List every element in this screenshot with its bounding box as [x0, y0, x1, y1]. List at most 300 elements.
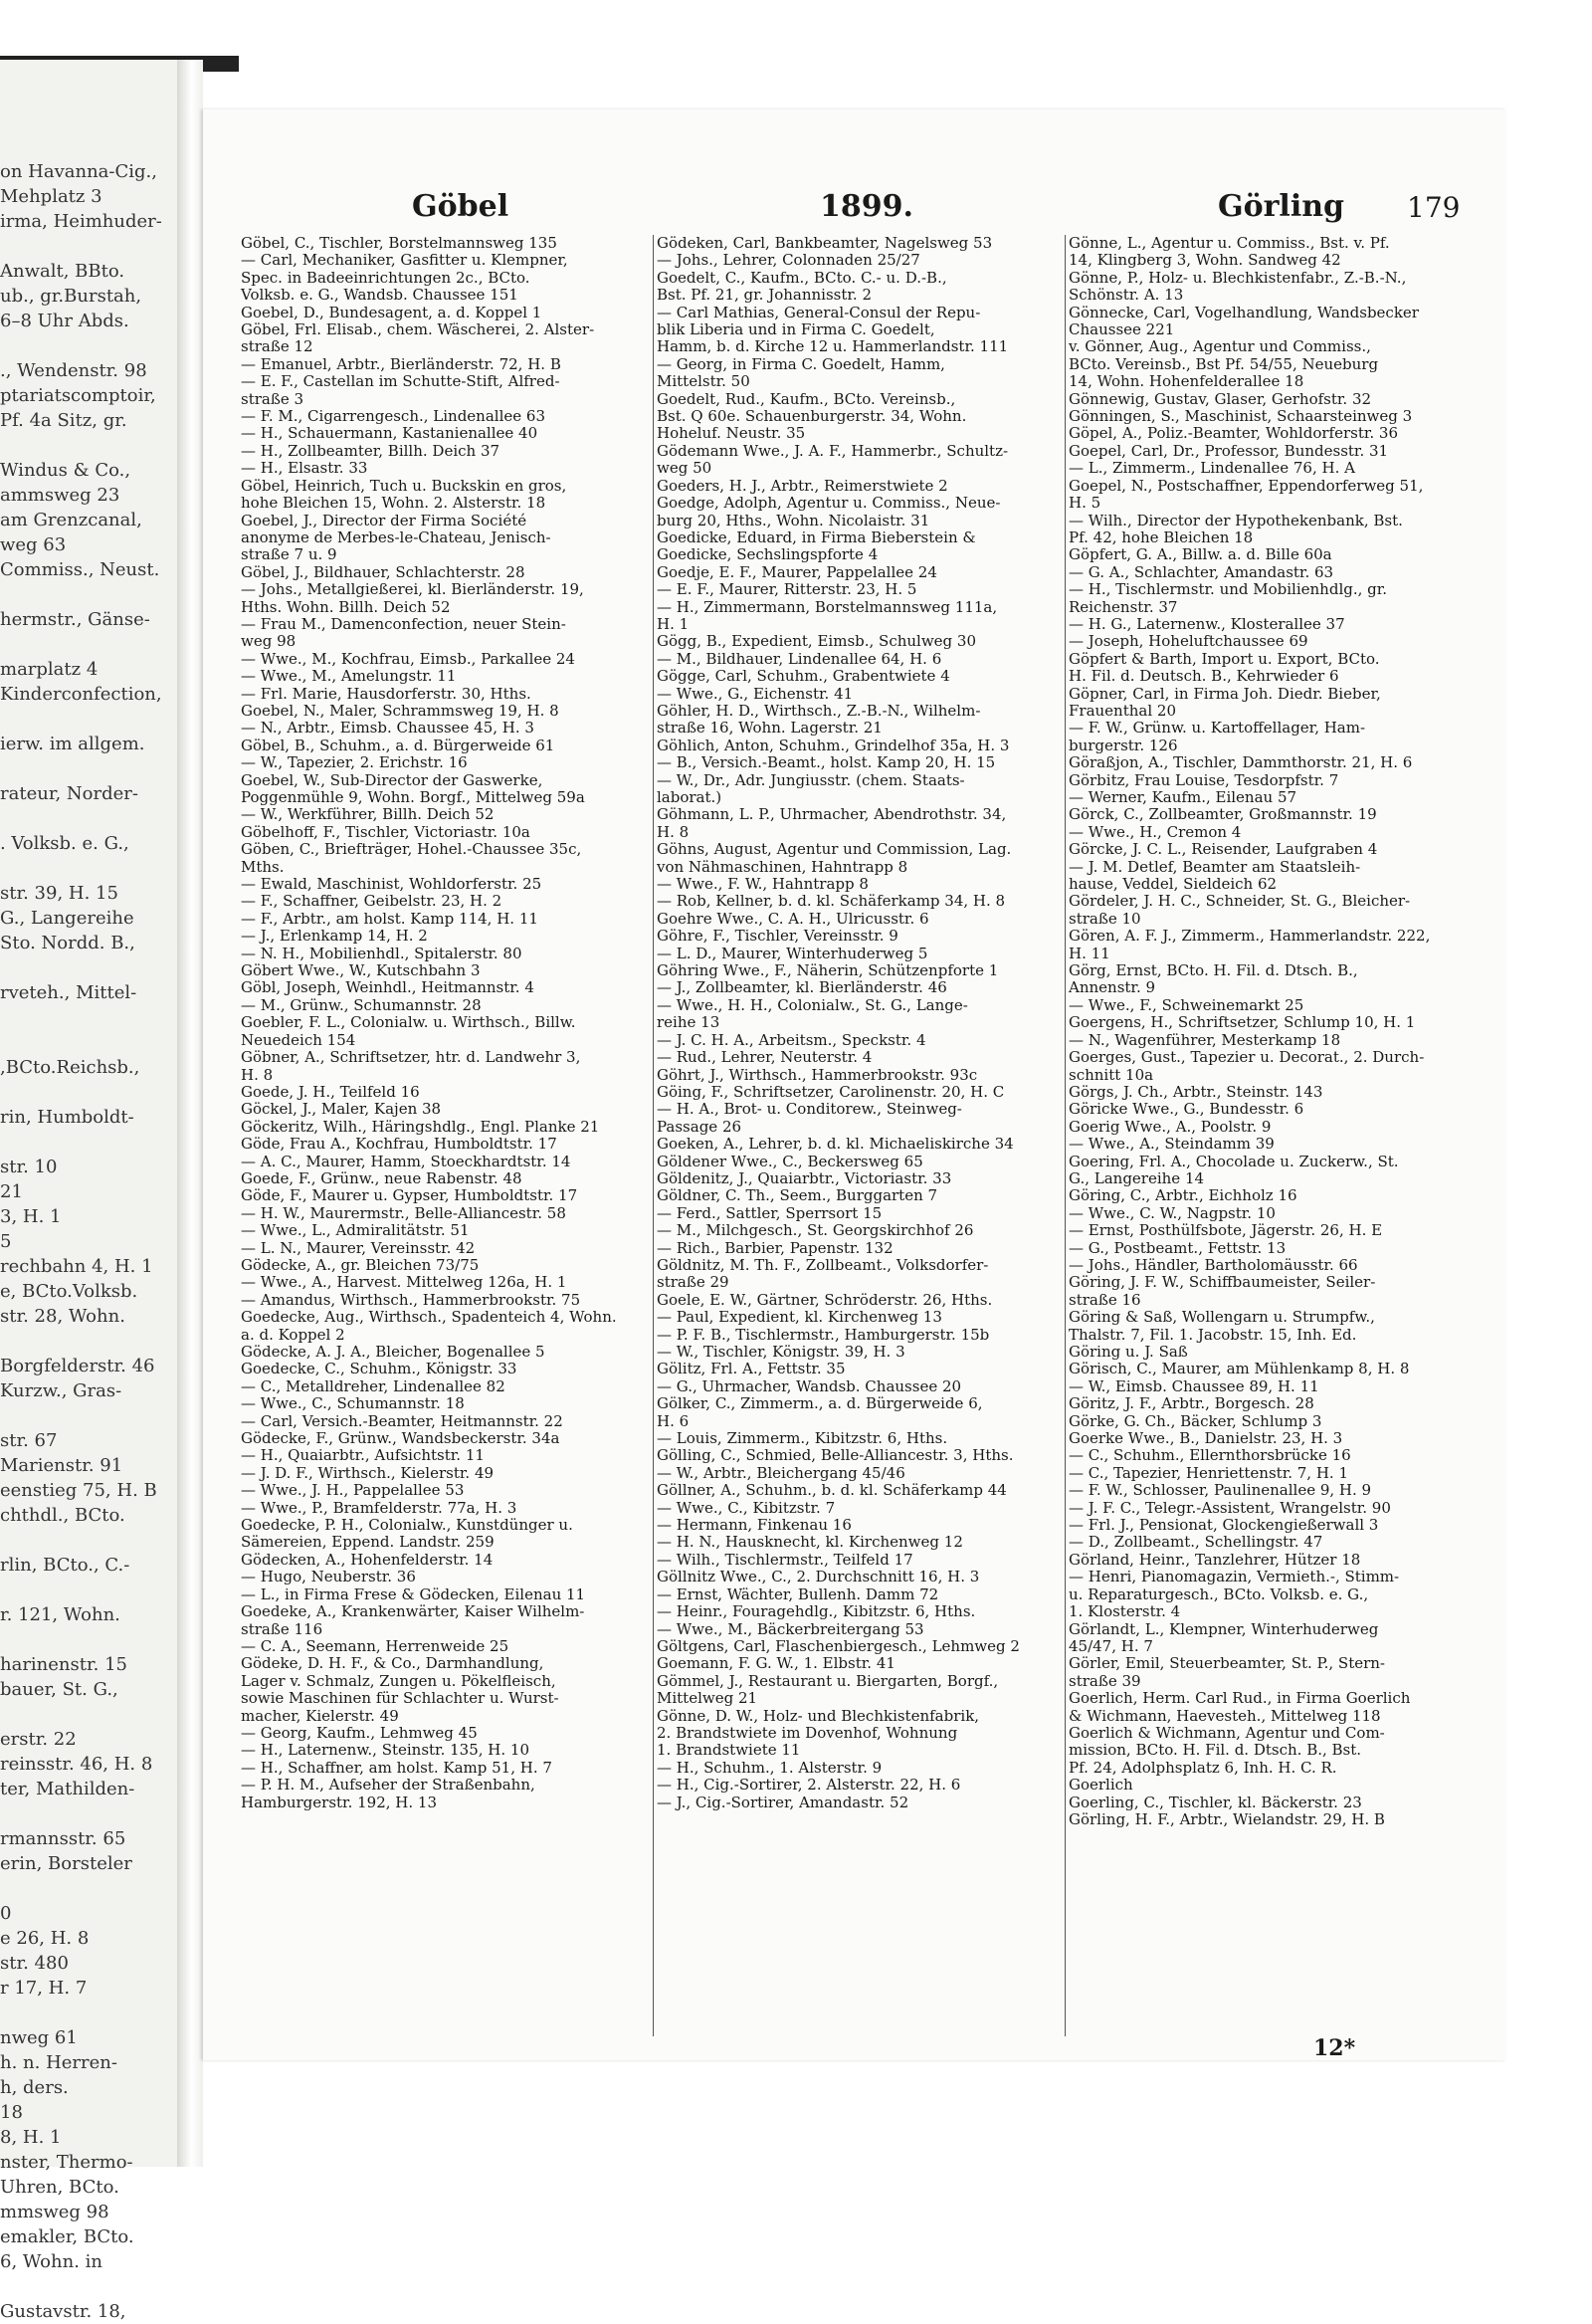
directory-entry-line: — Wwe., A., Steindamm 39: [1069, 1135, 1275, 1154]
directory-entry-line: Gögge, Carl, Schuhm., Grabentwiete 4: [657, 667, 950, 686]
left-page-line: Sto. Nordd. B.,: [0, 933, 135, 953]
directory-entry-line: 14, Wohn. Hohenfelderallee 18: [1069, 372, 1304, 391]
directory-entry-line: Sämereien, Eppend. Landstr. 259: [241, 1533, 495, 1552]
directory-entry-line: Goepel, Carl, Dr., Professor, Bundesstr. 31: [1069, 441, 1389, 460]
directory-entry-line: Goerke Wwe., B., Danielstr. 23, H. 3: [1069, 1429, 1343, 1448]
directory-entry-line: Thalstr. 7, Fil. 1. Jacobstr. 15, Inh. Ed.: [1069, 1325, 1357, 1344]
directory-entry-line: Gödecke, A. J. A., Bleicher, Bogenallee 5: [241, 1343, 545, 1361]
directory-entry-line: — Rud., Lehrer, Neuterstr. 4: [657, 1048, 873, 1067]
left-page-line: 6–8 Uhr Abds.: [0, 311, 129, 331]
directory-entry-line: Göbert Wwe., W., Kutschbahn 3: [241, 961, 481, 980]
directory-entry-line: — C., Schuhm., Ellernthorsbrücke 16: [1069, 1446, 1351, 1465]
left-page-line: ., Wendenstr. 98: [0, 360, 147, 381]
directory-entry-line: schnitt 10a: [1069, 1065, 1154, 1084]
directory-entry-line: Göhring Wwe., F., Näherin, Schützenpforte 1: [657, 961, 999, 980]
directory-entry-line: Göhns, August, Agentur und Commission, Lag.: [657, 840, 1012, 859]
directory-entry-line: Gönne, D. W., Holz- und Blechkistenfabrik,: [657, 1706, 980, 1725]
directory-entry-line: Mittelstr. 50: [657, 372, 750, 391]
directory-entry-line: Goerling, C., Tischler, kl. Bäckerstr. 23: [1069, 1793, 1362, 1811]
directory-entry-line: Goedicke, Sechslingspforte 4: [657, 545, 879, 564]
directory-entry-line: — W., Werkführer, Billh. Deich 52: [241, 805, 495, 824]
directory-entry-line: — Frau M., Damenconfection, neuer Stein-: [241, 614, 566, 633]
directory-entry-line: — F. W., Schlosser, Paulinenallee 9, H. 9: [1069, 1481, 1372, 1500]
directory-entry-line: — Johs., Lehrer, Colonnaden 25/27: [657, 251, 920, 270]
directory-entry-line: Goeken, A., Lehrer, b. d. kl. Michaeliskirche 34: [657, 1135, 1014, 1154]
directory-entry-line: Göbelhoff, F., Tischler, Victoriastr. 10a: [241, 822, 530, 841]
directory-entry-line: — H., Zimmermann, Borstelmannsweg 111a,: [657, 597, 998, 616]
directory-entry-line: Neuedeich 154: [241, 1030, 356, 1049]
directory-entry-line: — J., Zollbeamter, kl. Bierländerstr. 46: [657, 978, 947, 997]
directory-entry-line: Görgs, J. Ch., Arbtr., Steinstr. 143: [1069, 1082, 1323, 1101]
directory-entry-line: — Carl Mathias, General-Consul der Repu-: [657, 303, 981, 321]
directory-entry-line: Göing, F., Schriftsetzer, Carolinenstr. 20, H. C: [657, 1082, 1005, 1101]
directory-entry-line: Görland, Heinr., Tanzlehrer, Hützer 18: [1069, 1550, 1361, 1569]
directory-entry-line: Goedecke, C., Schuhm., Königstr. 33: [241, 1360, 517, 1378]
directory-entry-line: Göhlich, Anton, Schuhm., Grindelhof 35a, H. 3: [657, 736, 1010, 754]
directory-entry-line: Hoheluf. Neustr. 35: [657, 424, 806, 443]
directory-entry-line: — W., Tischler, Königstr. 39, H. 3: [657, 1343, 905, 1361]
directory-entry-line: — M., Milchgesch., St. Georgskirchhof 26: [657, 1221, 974, 1240]
directory-entry-line: straße 16, Wohn. Lagerstr. 21: [657, 719, 883, 738]
left-page-line: Pf. 4a Sitz, gr.: [0, 410, 127, 431]
signature-mark: 12*: [1313, 2035, 1356, 2061]
directory-entry-line: Göldner, C. Th., Seem., Burggarten 7: [657, 1186, 938, 1205]
directory-entry-line: — Carl, Mechaniker, Gasfitter u. Klempner,: [241, 251, 568, 270]
directory-entry-line: Goebler, F. L., Colonialw. u. Wirthsch., Billw.: [241, 1013, 576, 1032]
left-page-line: 5: [0, 1231, 12, 1252]
left-page-line: emakler, BCto.: [0, 2226, 134, 2247]
left-page-line: rlin, BCto., C.-: [0, 1555, 130, 1576]
directory-entry-line: — P. H. M., Aufseher der Straßenbahn,: [241, 1776, 535, 1795]
left-page-line: weg 63: [0, 534, 67, 555]
left-page-line: rmannsstr. 65: [0, 1828, 126, 1849]
column-1: [241, 235, 651, 2036]
directory-entry-line: Görcke, J. C. L., Reisender, Laufgraben 4: [1069, 840, 1378, 859]
directory-entry-line: weg 98: [241, 632, 297, 651]
directory-entry-line: — Wwe., C., Schumannstr. 18: [241, 1394, 465, 1413]
directory-entry-line: burg 20, Hths., Wohn. Nicolaistr. 31: [657, 511, 930, 529]
directory-entry-line: — H., Zollbeamter, Billh. Deich 37: [241, 441, 500, 460]
left-page-line: Windus & Co.,: [0, 460, 131, 481]
directory-entry-line: — L., in Firma Frese & Gödecken, Eilenau 11: [241, 1585, 586, 1603]
directory-entry-line: H. 8: [657, 822, 690, 841]
directory-entry-line: Gödecke, A., gr. Bleichen 73/75: [241, 1255, 480, 1274]
directory-entry-line: laborat.): [657, 788, 722, 806]
directory-entry-line: — W., Arbtr., Bleichergang 45/46: [657, 1463, 905, 1482]
directory-entry-line: Göde, Frau A., Kochfrau, Humboldtstr. 17: [241, 1135, 557, 1154]
directory-entry-line: burgerstr. 126: [1069, 736, 1178, 754]
directory-entry-line: — Wwe., H., Cremon 4: [1069, 822, 1242, 841]
directory-entry-line: hohe Bleichen 15, Wohn. 2. Alsterstr. 18: [241, 494, 546, 513]
column-divider: [1065, 235, 1066, 2036]
directory-entry-line: 1. Klosterstr. 4: [1069, 1602, 1181, 1621]
left-page-line: rin, Humboldt-: [0, 1107, 134, 1128]
column-3: [1069, 235, 1471, 2036]
left-page-line: 8, H. 1: [0, 2127, 62, 2148]
directory-entry-line: — Ernst, Posthülfsbote, Jägerstr. 26, H. E: [1069, 1221, 1383, 1240]
directory-entry-line: — L. N., Maurer, Vereinsstr. 42: [241, 1238, 476, 1257]
left-page-line: Kinderconfection,: [0, 684, 162, 705]
directory-entry-line: Gönnecke, Carl, Vogelhandlung, Wandsbecker: [1069, 303, 1419, 321]
directory-entry-line: sowie Maschinen für Schlachter u. Wurst-: [241, 1689, 559, 1708]
directory-entry-line: Mittelweg 21: [657, 1689, 758, 1708]
directory-entry-line: — Amandus, Wirthsch., Hammerbrookstr. 75: [241, 1290, 581, 1309]
directory-entry-line: Görck, C., Zollbeamter, Großmannstr. 19: [1069, 805, 1377, 824]
directory-entry-line: Görke, G. Ch., Bäcker, Schlump 3: [1069, 1411, 1322, 1430]
directory-entry-line: Mths.: [241, 857, 285, 876]
directory-entry-line: Bst. Q 60e. Schauenburgerstr. 34, Wohn.: [657, 407, 967, 426]
left-page-line: str. 480: [0, 1953, 69, 1974]
directory-entry-line: — P. F. B., Tischlermstr., Hamburgerstr. 15b: [657, 1325, 990, 1344]
directory-entry-line: Goehre Wwe., C. A. H., Ulricusstr. 6: [657, 909, 929, 928]
page-number: 179: [1407, 191, 1461, 224]
directory-entry-line: Goele, E. W., Gärtner, Schröderstr. 26, Hths.: [657, 1290, 993, 1309]
directory-entry-line: — H. A., Brot- u. Conditorew., Steinweg-: [657, 1100, 962, 1119]
directory-entry-line: — H., Quaiarbtr., Aufsichtstr. 11: [241, 1446, 485, 1465]
directory-entry-line: — A. C., Maurer, Hamm, Stoeckhardtstr. 14: [241, 1152, 571, 1170]
directory-entry-line: BCto. Vereinsb., Bst Pf. 54/55, Neueburg: [1069, 354, 1379, 373]
left-page-line: rechbahn 4, H. 1: [0, 1256, 153, 1277]
directory-entry-line: Gören, A. F. J., Zimmerm., Hammerlandstr. 222,: [1069, 927, 1431, 946]
directory-entry-line: — Paul, Expedient, kl. Kirchenweg 13: [657, 1308, 942, 1327]
directory-entry-line: reihe 13: [657, 1013, 720, 1032]
directory-entry-line: Annenstr. 9: [1069, 978, 1156, 997]
left-page-line: hermstr., Gänse-: [0, 609, 150, 630]
left-page-line: . Volksb. e. G.,: [0, 833, 129, 854]
left-page-line: nweg 61: [0, 2027, 78, 2048]
left-page-line: erstr. 22: [0, 1729, 77, 1750]
directory-entry-line: Pf. 24, Adolphsplatz 6, Inh. H. C. R.: [1069, 1758, 1337, 1777]
directory-entry-line: — Johs., Händler, Bartholomäusstr. 66: [1069, 1255, 1358, 1274]
directory-entry-line: — J., Erlenkamp 14, H. 2: [241, 927, 428, 946]
directory-entry-line: — Wwe., P., Bramfelderstr. 77a, H. 3: [241, 1498, 517, 1517]
directory-entry-line: Görg, Ernst, BCto. H. Fil. d. Dtsch. B.,: [1069, 961, 1358, 980]
directory-entry-line: Lager v. Schmalz, Zungen u. Pökelfleisch,: [241, 1671, 556, 1690]
directory-entry-line: Göpner, Carl, in Firma Joh. Diedr. Bieber,: [1069, 684, 1381, 703]
directory-entry-line: — W., Eimsb. Chaussee 89, H. 11: [1069, 1376, 1319, 1395]
directory-entry-line: Görlandt, L., Klempner, Winterhuderweg: [1069, 1619, 1379, 1638]
directory-entry-line: — Wwe., M., Amelungstr. 11: [241, 667, 457, 686]
directory-entry-line: mission, BCto. H. Fil. d. Dtsch. B., Bst.: [1069, 1741, 1362, 1760]
directory-entry-line: Görling, H. F., Arbtr., Wielandstr. 29, H. B: [1069, 1809, 1385, 1828]
directory-entry-line: — H., Laternenw., Steinstr. 135, H. 10: [241, 1741, 529, 1760]
directory-entry-line: Göbel, Heinrich, Tuch u. Buckskin en gros,: [241, 476, 567, 495]
directory-entry-line: Bst. Pf. 21, gr. Johannisstr. 2: [657, 286, 873, 305]
directory-entry-line: — J. M. Detlef, Beamter am Staatsleih-: [1069, 857, 1361, 876]
directory-entry-line: — Wwe., J. H., Pappelallee 53: [241, 1481, 465, 1500]
directory-entry-line: Gölitz, Frl. A., Fettstr. 35: [657, 1360, 846, 1378]
left-page-line: eenstieg 75, H. B: [0, 1480, 157, 1501]
directory-entry-line: & Wichmann, Haevesteh., Mittelweg 118: [1069, 1706, 1381, 1725]
directory-entry-line: — G. A., Schlachter, Amandastr. 63: [1069, 562, 1334, 581]
directory-page: [203, 109, 1506, 2060]
directory-entry-line: — Rob, Kellner, b. d. kl. Schäferkamp 34, H. 8: [657, 892, 1006, 911]
directory-entry-line: — Georg, Kaufm., Lehmweg 45: [241, 1723, 478, 1742]
directory-entry-line: v. Gönner, Aug., Agentur und Commiss.,: [1069, 337, 1371, 356]
directory-entry-line: 2. Brandstwiete im Dovenhof, Wohnung: [657, 1723, 958, 1742]
directory-entry-line: Göpfert, G. A., Billw. a. d. Bille 60a: [1069, 545, 1332, 564]
directory-entry-line: Gönnewig, Gustav, Glaser, Gerhofstr. 32: [1069, 389, 1372, 408]
left-page-line: Mehplatz 3: [0, 186, 102, 207]
directory-entry-line: Hths. Wohn. Billh. Deich 52: [241, 597, 451, 616]
directory-entry-line: — Wwe., M., Kochfrau, Eimsb., Parkallee 24: [241, 649, 575, 668]
directory-entry-line: Frauenthal 20: [1069, 701, 1177, 720]
left-page-line: e, BCto.Volksb.: [0, 1281, 138, 1302]
directory-entry-line: — Wilh., Tischlermstr., Teilfeld 17: [657, 1550, 913, 1569]
left-page-line: rveteh., Mittel-: [0, 982, 137, 1003]
directory-entry-line: — Frl. J., Pensionat, Glockengießerwall 3: [1069, 1516, 1379, 1535]
left-page-line: 21: [0, 1181, 23, 1202]
directory-entry-line: Goerlich, Herm. Carl Rud., in Firma Goerlich: [1069, 1689, 1411, 1708]
directory-entry-line: — Louis, Zimmerm., Kibitzstr. 6, Hths.: [657, 1429, 948, 1448]
directory-entry-line: Göring, J. F. W., Schiffbaumeister, Seiler-: [1069, 1273, 1376, 1292]
left-page-line: on Havanna-Cig.,: [0, 161, 157, 182]
directory-entry-line: — Ernst, Wächter, Bullenh. Damm 72: [657, 1585, 939, 1603]
directory-entry-line: Göckel, J., Maler, Kajen 38: [241, 1100, 442, 1119]
directory-entry-line: Goeders, H. J., Arbtr., Reimerstwiete 2: [657, 476, 948, 495]
left-page-line: irma, Heimhuder-: [0, 211, 162, 232]
left-page-line: reinsstr. 46, H. 8: [0, 1754, 153, 1775]
directory-entry-line: Spec. in Badeeinrichtungen 2c., BCto.: [241, 268, 530, 287]
left-page-line: am Grenzcanal,: [0, 510, 142, 530]
directory-entry-line: blik Liberia und in Firma C. Goedelt,: [657, 320, 935, 339]
directory-entry-line: Goedelt, Rud., Kaufm., BCto. Vereinsb.,: [657, 389, 956, 408]
directory-entry-line: Gölker, C., Zimmerm., a. d. Bürgerweide 6,: [657, 1394, 983, 1413]
directory-entry-line: Goebel, N., Maler, Schrammsweg 19, H. 8: [241, 701, 559, 720]
directory-entry-line: a. d. Koppel 2: [241, 1325, 345, 1344]
directory-entry-line: — J. D. F., Wirthsch., Kielerstr. 49: [241, 1463, 495, 1482]
directory-entry-line: Göpfert & Barth, Import u. Export, BCto.: [1069, 649, 1380, 668]
directory-entry-line: — J. F. C., Telegr.-Assistent, Wrangelstr. 90: [1069, 1498, 1391, 1517]
directory-entry-line: Göde, F., Maurer u. Gypser, Humboldtstr. 17: [241, 1186, 578, 1205]
directory-entry-line: — Hermann, Finkenau 16: [657, 1516, 852, 1535]
directory-entry-line: — J. C. H. A., Arbeitsm., Speckstr. 4: [657, 1030, 926, 1049]
directory-entry-line: Gönne, P., Holz- u. Blechkistenfabr., Z.-B.-N.,: [1069, 268, 1407, 287]
directory-entry-line: — Ewald, Maschinist, Wohldorferstr. 25: [241, 875, 542, 894]
left-page-line: 6, Wohn. in: [0, 2251, 102, 2272]
left-page-line: r 17, H. 7: [0, 1978, 88, 1999]
left-page-line: h, ders.: [0, 2077, 69, 2098]
directory-entry-line: — L. D., Maurer, Winterhuderweg 5: [657, 944, 928, 962]
left-page-line: str. 28, Wohn.: [0, 1306, 125, 1327]
directory-entry-line: Goering, Frl. A., Chocolade u. Zuckerw., St.: [1069, 1152, 1399, 1170]
directory-entry-line: Göldnitz, M. Th. F., Zollbeamt., Volksdorfer-: [657, 1255, 989, 1274]
directory-entry-line: — E. F., Maurer, Ritterstr. 23, H. 5: [657, 580, 917, 599]
left-page-line: Borgfelderstr. 46: [0, 1356, 155, 1376]
directory-entry-line: — Ferd., Sattler, Sperrsort 15: [657, 1203, 883, 1222]
directory-entry-line: H. Fil. d. Deutsch. B., Kehrwieder 6: [1069, 667, 1339, 686]
directory-entry-line: — Johs., Metallgießerei, kl. Bierländerstr. 19,: [241, 580, 584, 599]
directory-entry-line: Gögg, B., Expedient, Eimsb., Schulweg 30: [657, 632, 977, 651]
directory-entry-line: Görbitz, Frau Louise, Tesdorpfstr. 7: [1069, 770, 1339, 789]
left-page-line: ter, Mathilden-: [0, 1779, 135, 1799]
directory-entry-line: — Heinr., Fouragehdlg., Kibitzstr. 6, Hths.: [657, 1602, 976, 1621]
left-page-line: 3, H. 1: [0, 1206, 62, 1227]
directory-entry-line: — G., Uhrmacher, Wandsb. Chaussee 20: [657, 1376, 962, 1395]
directory-entry-line: straße 39: [1069, 1671, 1141, 1690]
directory-entry-line: — Wwe., M., Bäckerbreitergang 53: [657, 1619, 924, 1638]
directory-entry-line: — Henri, Pianomagazin, Vermieth.-, Stimm-: [1069, 1568, 1400, 1586]
directory-entry-line: Göbel, C., Tischler, Borstelmannsweg 135: [241, 234, 557, 252]
directory-entry-line: Göbel, B., Schuhm., a. d. Bürgerweide 61: [241, 736, 555, 754]
directory-entry-line: Göbel, J., Bildhauer, Schlachterstr. 28: [241, 562, 525, 581]
directory-entry-line: Göring u. J. Saß: [1069, 1343, 1188, 1361]
directory-entry-line: — F., Arbtr., am holst. Kamp 114, H. 11: [241, 909, 538, 928]
directory-entry-line: straße 16: [1069, 1290, 1141, 1309]
directory-entry-line: Goebel, D., Bundesagent, a. d. Koppel 1: [241, 303, 542, 321]
directory-entry-line: Göckeritz, Wilh., Häringshdlg., Engl. Planke 21: [241, 1117, 600, 1136]
directory-entry-line: 45/47, H. 7: [1069, 1636, 1153, 1655]
directory-entry-line: u. Reparaturgesch., BCto. Volksb. e. G.,: [1069, 1585, 1369, 1603]
directory-entry-line: von Nähmaschinen, Hahntrapp 8: [657, 857, 908, 876]
directory-entry-line: — F. M., Cigarrengesch., Lindenallee 63: [241, 407, 545, 426]
directory-entry-line: — N., Wagenführer, Mesterkamp 18: [1069, 1030, 1341, 1049]
directory-entry-line: Göbner, A., Schriftsetzer, htr. d. Landwehr 3,: [241, 1048, 581, 1067]
directory-entry-line: — H., Tischlermstr. und Mobilienhdlg., gr.: [1069, 580, 1388, 599]
directory-entry-line: Goede, F., Grünw., neue Rabenstr. 48: [241, 1168, 522, 1187]
left-page-line: bauer, St. G.,: [0, 1679, 118, 1700]
directory-entry-line: — Werner, Kaufm., Eilenau 57: [1069, 788, 1297, 806]
left-page-line: str. 39, H. 15: [0, 883, 118, 904]
directory-entry-line: — N. H., Mobilienhdl., Spitalerstr. 80: [241, 944, 522, 962]
directory-entry-line: 1. Brandstwiete 11: [657, 1741, 801, 1760]
left-page-line: mmsweg 98: [0, 2202, 109, 2222]
left-page-line: harinenstr. 15: [0, 1654, 127, 1675]
left-page-line: str. 10: [0, 1157, 58, 1177]
directory-entry-line: — Joseph, Hoheluftchaussee 69: [1069, 632, 1308, 651]
directory-entry-line: — F., Schaffner, Geibelstr. 23, H. 2: [241, 892, 502, 911]
directory-entry-line: Gödemann Wwe., J. A. F., Hammerbr., Schultz-: [657, 441, 1009, 460]
left-page-line: h. n. Herren-: [0, 2052, 117, 2073]
directory-entry-line: Hamburgerstr. 192, H. 13: [241, 1793, 437, 1811]
directory-entry-line: Göring, C., Arbtr., Eichholz 16: [1069, 1186, 1297, 1205]
directory-entry-line: straße 29: [657, 1273, 729, 1292]
directory-entry-line: — Hugo, Neuberstr. 36: [241, 1568, 416, 1586]
directory-entry-line: H. 1: [657, 614, 690, 633]
directory-entry-line: straße 10: [1069, 909, 1141, 928]
directory-entry-line: Goedge, Adolph, Agentur u. Commiss., Neue-: [657, 494, 1001, 513]
left-page-line: e 26, H. 8: [0, 1928, 90, 1949]
left-page-line: 0: [0, 1903, 12, 1924]
directory-entry-line: Poggenmühle 9, Wohn. Borgf., Mittelweg 59a: [241, 788, 585, 806]
directory-entry-line: Goedeke, A., Krankenwärter, Kaiser Wilhelm-: [241, 1602, 585, 1621]
directory-entry-line: Goedelt, C., Kaufm., BCto. C.- u. D.-B.,: [657, 268, 947, 287]
left-page-line: Gustavstr. 18,: [0, 2301, 126, 2322]
directory-entry-line: Goerlich & Wichmann, Agentur und Com-: [1069, 1723, 1385, 1742]
directory-entry-line: straße 116: [241, 1619, 323, 1638]
directory-entry-line: — H., Schaffner, am holst. Kamp 51, H. 7: [241, 1758, 552, 1777]
left-page-line: Anwalt, BBto.: [0, 261, 125, 282]
directory-entry-line: — G., Postbeamt., Fettstr. 13: [1069, 1238, 1287, 1257]
directory-entry-line: Goergens, H., Schriftsetzer, Schlump 10, H. 1: [1069, 1013, 1416, 1032]
directory-entry-line: Goedecke, Aug., Wirthsch., Spadenteich 4, Wohn.: [241, 1308, 617, 1327]
column-2: [657, 235, 1061, 2036]
directory-entry-line: Göricke Wwe., G., Bundesstr. 6: [1069, 1100, 1304, 1119]
directory-entry-line: Görler, Emil, Steuerbeamter, St. P., Stern-: [1069, 1654, 1385, 1673]
directory-entry-line: Göbel, Frl. Elisab., chem. Wäscherei, 2. Alster-: [241, 320, 595, 339]
directory-entry-line: Gölling, C., Schmied, Belle-Alliancestr. 3, Hths.: [657, 1446, 1014, 1465]
directory-entry-line: — Rich., Barbier, Papenstr. 132: [657, 1238, 894, 1257]
directory-entry-line: Volksb. e. G., Wandsb. Chaussee 151: [241, 286, 518, 305]
directory-entry-line: — H., Cig.-Sortirer, 2. Alsterstr. 22, H. 6: [657, 1776, 961, 1795]
left-page-line: Kurzw., Gras-: [0, 1380, 122, 1401]
directory-entry-line: Göritz, J. F., Arbtr., Borgesch. 28: [1069, 1394, 1314, 1413]
directory-entry-line: Göltgens, Carl, Flaschenbiergesch., Lehmweg 2: [657, 1636, 1020, 1655]
directory-entry-line: — B., Versich.-Beamt., holst. Kamp 20, H. 15: [657, 753, 996, 772]
directory-entry-line: Goedje, E. F., Maurer, Pappelallee 24: [657, 562, 937, 581]
directory-entry-line: — Wwe., F. W., Hahntrapp 8: [657, 875, 869, 894]
directory-entry-line: Hamm, b. d. Kirche 12 u. Hammerlandstr. 111: [657, 337, 1009, 356]
directory-entry-line: — Wwe., L., Admiralitätstr. 51: [241, 1221, 470, 1240]
directory-entry-line: Göhmann, L. P., Uhrmacher, Abendrothstr. 34,: [657, 805, 1007, 824]
directory-entry-line: straße 7 u. 9: [241, 545, 337, 564]
directory-entry-line: — C., Metalldreher, Lindenallee 82: [241, 1376, 505, 1395]
directory-entry-line: — Wwe., C., Kibitzstr. 7: [657, 1498, 836, 1517]
directory-entry-line: Goerges, Gust., Tapezier u. Decorat., 2. Durch-: [1069, 1048, 1425, 1067]
directory-entry-line: — W., Dr., Adr. Jungiusstr. (chem. Staats-: [657, 770, 965, 789]
directory-entry-line: — M., Grünw., Schumannstr. 28: [241, 995, 482, 1014]
directory-entry-line: Gödecke, F., Grünw., Wandsbeckerstr. 34a: [241, 1429, 560, 1448]
directory-entry-line: — H. N., Hausknecht, kl. Kirchenweg 12: [657, 1533, 963, 1552]
directory-entry-line: Goebel, W., Sub-Director der Gaswerke,: [241, 770, 543, 789]
directory-entry-line: Gömmel, J., Restaurant u. Biergarten, Borgf.,: [657, 1671, 999, 1690]
directory-entry-line: — H., Schauermann, Kastanienallee 40: [241, 424, 538, 443]
directory-entry-line: 14, Klingberg 3, Wohn. Sandweg 42: [1069, 251, 1341, 270]
left-page-line: chthdl., BCto.: [0, 1505, 125, 1526]
directory-entry-line: Pf. 42, hohe Bleichen 18: [1069, 528, 1254, 546]
directory-entry-line: — Wilh., Director der Hypothekenbank, Bst.: [1069, 511, 1403, 529]
directory-entry-line: Göhler, H. D., Wirthsch., Z.-B.-N., Wilhelm-: [657, 701, 981, 720]
left-page-line: Marienstr. 91: [0, 1455, 123, 1476]
directory-entry-line: Göldenitz, J., Quaiarbtr., Victoriastr. 33: [657, 1168, 952, 1187]
directory-entry-line: Görisch, C., Maurer, am Mühlenkamp 8, H. 8: [1069, 1360, 1410, 1378]
directory-entry-line: Gödeken, Carl, Bankbeamter, Nagelsweg 53: [657, 234, 993, 252]
left-page-line: ierw. im allgem.: [0, 734, 145, 754]
left-page-line: 18: [0, 2102, 23, 2123]
left-page-line: nster, Thermo-: [0, 2152, 133, 2173]
left-page-line: str. 67: [0, 1430, 58, 1451]
directory-entry-line: Gönningen, S., Maschinist, Schaarsteinweg 3: [1069, 407, 1413, 426]
directory-entry-line: — M., Bildhauer, Lindenallee 64, H. 6: [657, 649, 942, 668]
directory-entry-line: Göhre, F., Tischler, Vereinsstr. 9: [657, 927, 898, 946]
directory-entry-line: — Wwe., H. H., Colonialw., St. G., Lange-: [657, 995, 968, 1014]
directory-entry-line: — Wwe., A., Harvest. Mittelweg 126a, H. 1: [241, 1273, 567, 1292]
directory-entry-line: Gödeke, D. H. F., & Co., Darmhandlung,: [241, 1654, 544, 1673]
directory-entry-line: — Wwe., C. W., Nagpstr. 10: [1069, 1203, 1276, 1222]
directory-entry-line: Göldener Wwe., C., Beckersweg 65: [657, 1152, 923, 1170]
directory-entry-line: Göhrt, J., Wirthsch., Hammerbrookstr. 93c: [657, 1065, 978, 1084]
left-page-fragment: [0, 60, 177, 2322]
directory-entry-line: straße 12: [241, 337, 313, 356]
directory-entry-line: Göben, C., Briefträger, Hohel.-Chaussee 35c,: [241, 840, 582, 859]
directory-entry-line: — C. A., Seemann, Herrenweide 25: [241, 1636, 509, 1655]
directory-entry-line: Goerlich: [1069, 1776, 1133, 1795]
directory-entry-line: — Wwe., G., Eichenstr. 41: [657, 684, 854, 703]
directory-entry-line: — H. G., Laternenw., Klosterallee 37: [1069, 614, 1345, 633]
directory-entry-line: G., Langereihe 14: [1069, 1168, 1205, 1187]
directory-entry-line: Göllnitz Wwe., C., 2. Durchschnitt 16, H. 3: [657, 1568, 980, 1586]
directory-entry-line: — Frl. Marie, Hausdorferstr. 30, Hths.: [241, 684, 531, 703]
directory-entry-line: weg 50: [657, 459, 712, 478]
directory-entry-line: Göpel, A., Poliz.-Beamter, Wohldorferstr. 36: [1069, 424, 1399, 443]
directory-entry-line: — Carl, Versich.-Beamter, Heitmannstr. 22: [241, 1411, 563, 1430]
directory-entry-line: macher, Kielerstr. 49: [241, 1706, 399, 1725]
left-page-line: rateur, Norder-: [0, 783, 138, 804]
directory-entry-line: — Emanuel, Arbtr., Bierländerstr. 72, H. B: [241, 354, 561, 373]
directory-entry-line: Göllner, A., Schuhm., b. d. kl. Schäferkamp 44: [657, 1481, 1007, 1500]
directory-entry-line: — H. W., Maurermstr., Belle-Alliancestr. 58: [241, 1203, 566, 1222]
directory-entry-line: — N., Arbtr., Eimsb. Chaussee 45, H. 3: [241, 719, 534, 738]
